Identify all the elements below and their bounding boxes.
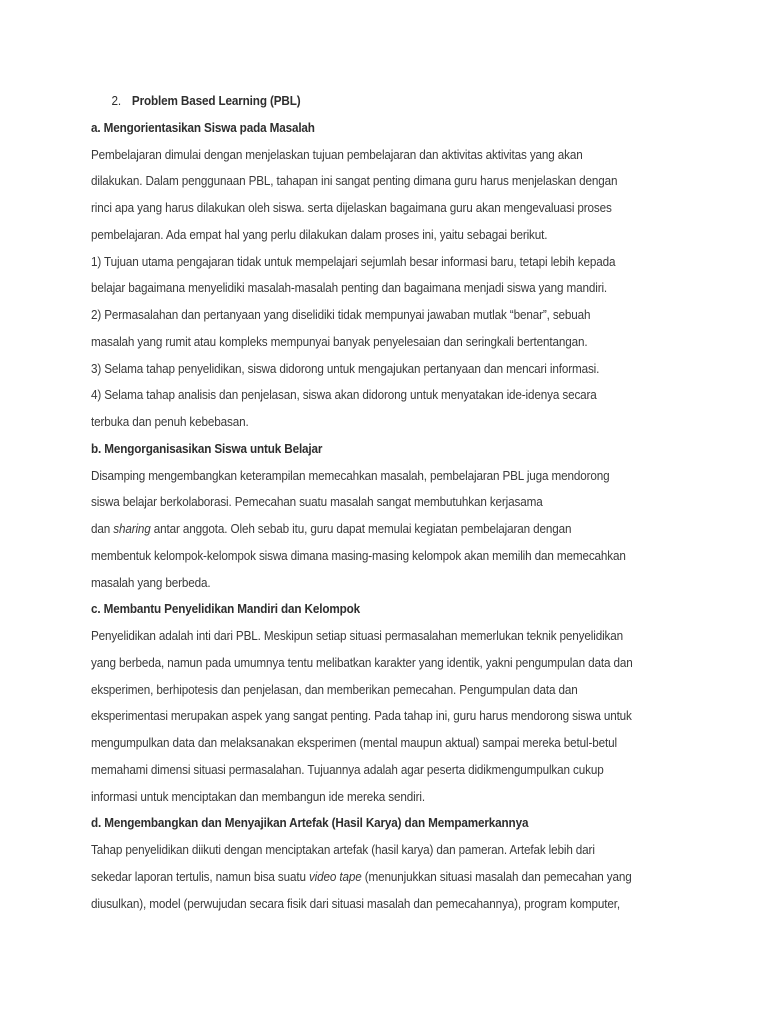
heading-number: 2. [111,94,121,108]
paragraph-line: eksperimen, berhipotesis dan penjelasan, dan memberikan pemecahan. Pengumpulan data dan [91,682,578,697]
text-run: (menunjukkan situasi masalah dan pemecahan yang [361,869,632,884]
paragraph-line: diusulkan), model (perwujudan secara fisik dari situasi masalah dan pemecahannya), program komputer, [91,896,620,911]
paragraph-line: masalah yang berbeda. [91,575,211,590]
text-run: sekedar laporan tertulis, namun bisa suatu [91,869,309,884]
text-run: antar anggota. Oleh sebab itu, guru dapat memulai kegiatan pembelajaran dengan [150,522,572,536]
paragraph-line: masalah yang rumit atau kompleks mempunyai banyak penyelesaian dan seringkali bertentangan. [91,334,588,349]
paragraph-line: membentuk kelompok-kelompok siswa dimana masing-masing kelompok akan memilih dan memecahkan [91,548,626,563]
paragraph-line: 3) Selama tahap penyelidikan, siswa didorong untuk mengajukan pertanyaan dan mencari informasi. [91,361,600,376]
paragraph-line: eksperimentasi merupakan aspek yang sangat penting. Pada tahap ini, guru harus mendorong siswa untuk [91,709,632,724]
section-heading: a. Mengorientasikan Siswa pada Masalah [91,120,315,135]
paragraph-line: terbuka dan penuh kebebasan. [91,415,249,429]
document-page [91,88,701,917]
italic-term: video tape [308,869,362,884]
paragraph-line: informasi untuk menciptakan dan membangun ide mereka sendiri. [91,789,425,804]
section-heading: b. Mengorganisasikan Siswa untuk Belajar [91,441,323,456]
paragraph-line: siswa belajar berkolaborasi. Pemecahan suatu masalah sangat membutuhkan kerjasama [91,495,543,510]
italic-term: sharing [113,522,151,536]
paragraph-line: Tahap penyelidikan diikuti dengan menciptakan artefak (hasil karya) dan pameran. Artefak lebih dari [91,843,595,857]
paragraph-line: mengumpulkan data dan melaksanakan eksperimen (mental maupun aktual) sampai mereka betul-betul [91,736,617,750]
paragraph-line: 1) Tujuan utama pengajaran tidak untuk mempelajari sejumlah besar informasi baru, tetapi lebih kepada [91,254,616,269]
paragraph-line: Penyelidikan adalah inti dari PBL. Meskipun setiap situasi permasalahan memerlukan teknik penyelidikan [91,629,624,643]
paragraph-line: Pembelajaran dimulai dengan menjelaskan tujuan pembelajaran dan aktivitas aktivitas yang akan [91,147,583,162]
paragraph-line [91,864,658,891]
paragraph-line: yang berbeda, namun pada umumnya tentu melibatkan karakter yang identik, yakni pengumpulan data dan [91,655,633,670]
paragraph-line [91,516,658,543]
paragraph-line: dilakukan. Dalam penggunaan PBL, tahapan ini sangat penting dimana guru harus menjelaskan dengan [91,174,618,189]
paragraph-line: 2) Permasalahan dan pertanyaan yang diselidiki tidak mempunyai jawaban mutlak “benar”, sebuah [91,308,591,322]
paragraph-line: belajar bagaimana menyelidiki masalah-masalah penting dan bagaimana menjadi siswa yang mandiri. [91,281,608,296]
sections-container [91,115,701,918]
paragraph-line: pembelajaran. Ada empat hal yang perlu dilakukan dalam proses ini, yaitu sebagai berikut. [91,227,548,242]
text-run: dan [91,522,114,536]
paragraph-line: memahami dimensi situasi permasalahan. Tujuannya adalah agar peserta didikmengumpulkan cukup [91,762,604,777]
paragraph-line: rinci apa yang harus dilakukan oleh siswa. serta dijelaskan bagaimana guru akan mengevaluasi proses [91,201,612,215]
main-heading [91,88,658,115]
section-heading: d. Mengembangkan dan Menyajikan Artefak (Hasil Karya) dan Mempamerkannya [91,816,529,831]
section-heading: c. Membantu Penyelidikan Mandiri dan Kelompok [91,602,361,617]
heading-title: Problem Based Learning (PBL) [131,94,301,108]
paragraph-line: Disamping mengembangkan keterampilan memecahkan masalah, pembelajaran PBL juga mendorong [91,468,610,483]
paragraph-line: 4) Selama tahap analisis dan penjelasan, siswa akan didorong untuk menyatakan ide-idenya secara [91,388,597,403]
